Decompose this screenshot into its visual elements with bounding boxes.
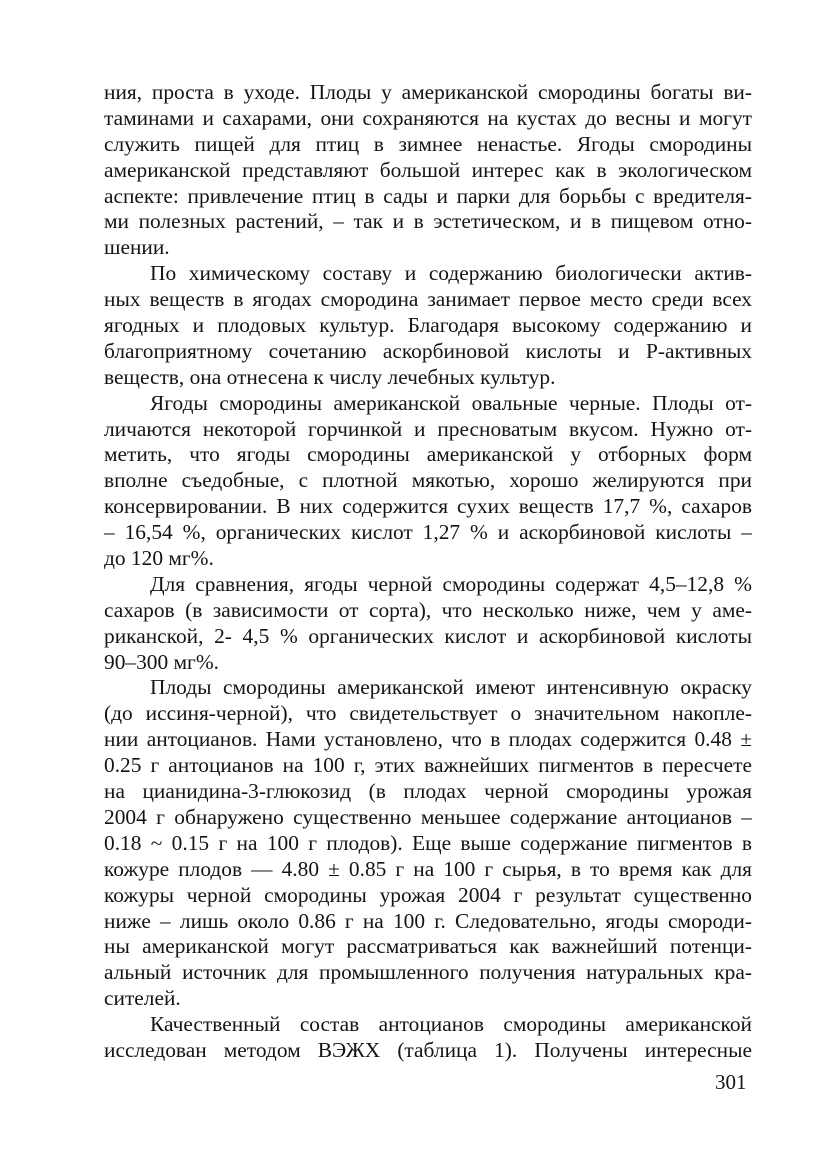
text-line: личаются некоторой горчинкой и пресноватым вкусом. Нужно от- [104,416,752,441]
text-line: 0.18 ~ 0.15 г на 100 г плодов). Еще выше содержание пигментов в [104,830,752,855]
text-line: ных веществ в ягодах смородина занимает первое место среди всех [104,287,752,312]
text-line: кожуры черной смородины урожая 2004 г результат существенно [104,882,752,907]
text-line: альный источник для промышленного получения натуральных кра- [104,960,752,985]
text-line: ния, проста в уходе. Плоды у американской смородины богаты ви- [104,80,752,104]
text-line: таминами и сахарами, они сохраняются на кустах до весны и могут [104,105,752,130]
text-line: 0.25 г антоцианов на 100 г, этих важнейших пигментов в пересчете [104,753,752,778]
text-line: на цианидина-3-глюкозид (в плодах черной смородины урожая [104,779,752,804]
text-line: исследован методом ВЭЖХ (таблица 1). Получены интересные [104,1037,752,1062]
text-line: 90–300 мг%. [104,649,219,674]
text-line: благоприятному сочетанию аскорбиновой кислоты и Р-активных [104,338,752,363]
text-line: вполне съедобные, с плотной мякотью, хорошо желируются при [104,468,752,493]
paragraph-6 [104,1012,752,1064]
text-line: ягодных и плодовых культур. Благодаря высокому содержанию и [104,313,752,338]
text-line: американской представляют большой интерес как в экологическом [104,157,752,182]
text-line: консервировании. В них содержится сухих веществ 17,7 %, сахаров [104,494,752,519]
paragraph-4 [104,572,752,676]
text-line: ниже – лишь около 0.86 г на 100 г. Следовательно, ягоды смороди- [104,908,752,933]
text-line: метить, что ягоды смородины американской у отборных форм [104,442,752,467]
text-line: ми полезных растений, – так и в эстетическом, и в пищевом отно- [104,209,752,234]
text-line: шении. [104,235,170,260]
paragraph-5 [104,675,752,1012]
page-text [104,80,752,1064]
text-line: Качественный состав антоцианов смородины американской [150,1012,752,1037]
paragraph-1 [104,80,752,261]
text-line: сителей. [104,986,181,1011]
text-line: кожуре плодов — 4.80 ± 0.85 г на 100 г сырья, в то время как для [104,856,752,881]
text-line: до 120 мг%. [104,546,214,571]
text-line: Плоды смородины американской имеют интенсивную окраску [150,675,752,700]
text-line: По химическому составу и содержанию биологически актив- [150,261,752,286]
text-line: – 16,54 %, органических кислот 1,27 % и аскорбиновой кислоты – [104,520,752,545]
text-line: риканской, 2- 4,5 % органических кислот и аскорбиновой кислоты [104,623,752,648]
text-line: Для сравнения, ягоды черной смородины содержат 4,5–12,8 % [150,571,752,596]
text-line: сахаров (в зависимости от сорта), что несколько ниже, чем у аме- [104,597,752,622]
text-line: Ягоды смородины американской овальные черные. Плоды от- [150,390,752,415]
text-line: аспекте: привлечение птиц в сады и парки для борьбы с вредителя- [104,183,752,208]
paragraph-2 [104,261,752,390]
text-line: 2004 г обнаружено существенно меньшее содержание антоцианов – [104,804,752,829]
text-line: веществ, она отнесена к числу лечебных культур. [104,364,556,389]
paragraph-3 [104,391,752,572]
text-line: ны американской могут рассматриваться как важнейший потенци- [104,934,752,959]
page-number: 301 [715,1070,747,1094]
text-line: служить пищей для птиц в зимнее ненастье. Ягоды смородины [104,131,752,156]
text-line: (до иссиня-черной), что свидетельствует о значительном накопле- [104,701,752,726]
text-line: нии антоцианов. Нами установлено, что в плодах содержится 0.48 ± [104,727,752,752]
